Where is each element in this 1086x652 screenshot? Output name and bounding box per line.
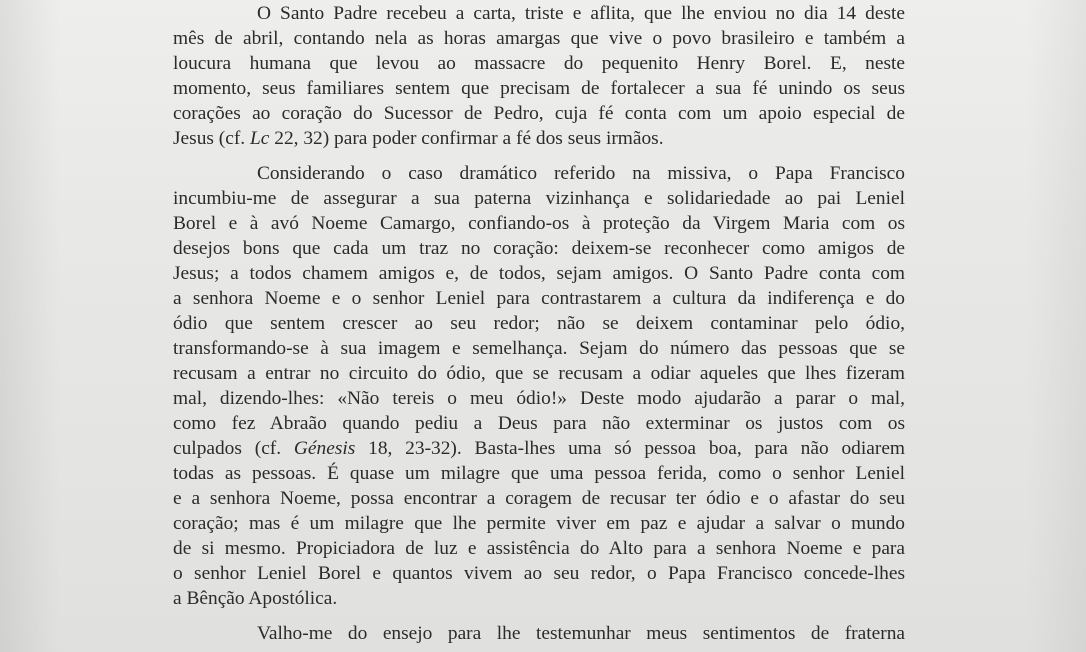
p1-line-2: mês de abril, contando nela as horas amargas que vive o povo brasileiro e também a [173,28,905,49]
p2-line-14: e a senhora Noeme, possa encontrar a coragem de recusar ter ódio e o afastar do seu [173,488,905,509]
p1-line-6-text: Jesus (cf. Lc 22, 32) para poder confirmar a fé dos seus irmãos. [173,128,664,149]
p1-line-6 [173,127,905,150]
p1-line-5: corações ao coração do Sucessor de Pedro, cuja fé conta com um apoio especial de [173,103,905,124]
p3-line-1: Valho-me do ensejo para lhe testemunhar meus sentimentos de fraterna [257,623,905,644]
p2-line-8: transformando-se à sua imagem e semelhança. Sejam do número das pessoas que se [173,338,905,359]
p2-line-6: a senhora Noeme e o senhor Leniel para contrastarem a cultura da indiferença e do [173,288,905,309]
p1-line-4: momento, seus familiares sentem que precisam de fortalecer a sua fé unindo os seus [173,78,905,99]
p2-line-13: todas as pessoas. É quase um milagre que uma pessoa ferida, como o senhor Leniel [173,463,905,484]
p2-line-10: mal, dizendo-lhes: «Não tereis o meu ódio!» Deste modo ajudarão a parar o mal, [173,388,905,409]
p2-line-5: Jesus; a todos chamem amigos e, de todos, sejam amigos. O Santo Padre conta com [173,263,905,284]
p2-line-12-text: culpados (cf. Génesis 18, 23-32). Basta-lhes uma só pessoa boa, para não odiarem [173,438,906,459]
p2-line-16: de si mesmo. Propiciadora de luz e assistência do Alto para a senhora Noeme e para [173,538,905,559]
paper-shadow-right [1026,0,1086,652]
p2-line-17: o senhor Leniel Borel e quantos vivem ao seu redor, o Papa Francisco concede-lhes [173,563,905,584]
p2-line-12 [173,437,905,460]
p1-line-3: loucura humana que levou ao massacre do pequenito Henry Borel. E, neste [173,53,905,74]
p2-line-3: Borel e à avó Noeme Camargo, confiando-os à proteção da Virgem Maria com os [173,213,905,234]
p1-line-1: O Santo Padre recebeu a carta, triste e aflita, que lhe enviou no dia 14 deste [257,3,905,24]
ref-genesis: Génesis [293,438,356,459]
p2-line-9: recusam a entrar no circuito do ódio, que se recusam a odiar aqueles que lhes fizeram [173,363,905,384]
p2-line-1: Considerando o caso dramático referido na missiva, o Papa Francisco [257,163,905,184]
p2-line-7: ódio que sentem crescer ao seu redor; não se deixem contaminar pelo ódio, [173,313,905,334]
p2-line-11: como fez Abraão quando pediu a Deus para não exterminar os justos com os [173,413,905,434]
p2-line-4: desejos bons que cada um traz no coração: deixem-se reconhecer como amigos de [173,238,905,259]
p2-line-18: a Bênção Apostólica. [173,588,338,609]
paper-shadow-left [0,0,60,652]
p2-line-15: coração; mas é um milagre que lhe permite viver em paz e ajudar a salvar o mundo [173,513,905,534]
ref-lc: Lc [250,128,270,149]
p2-line-2: incumbiu-me de assegurar a sua paterna vizinhança e solidariedade ao pai Leniel [173,188,905,209]
